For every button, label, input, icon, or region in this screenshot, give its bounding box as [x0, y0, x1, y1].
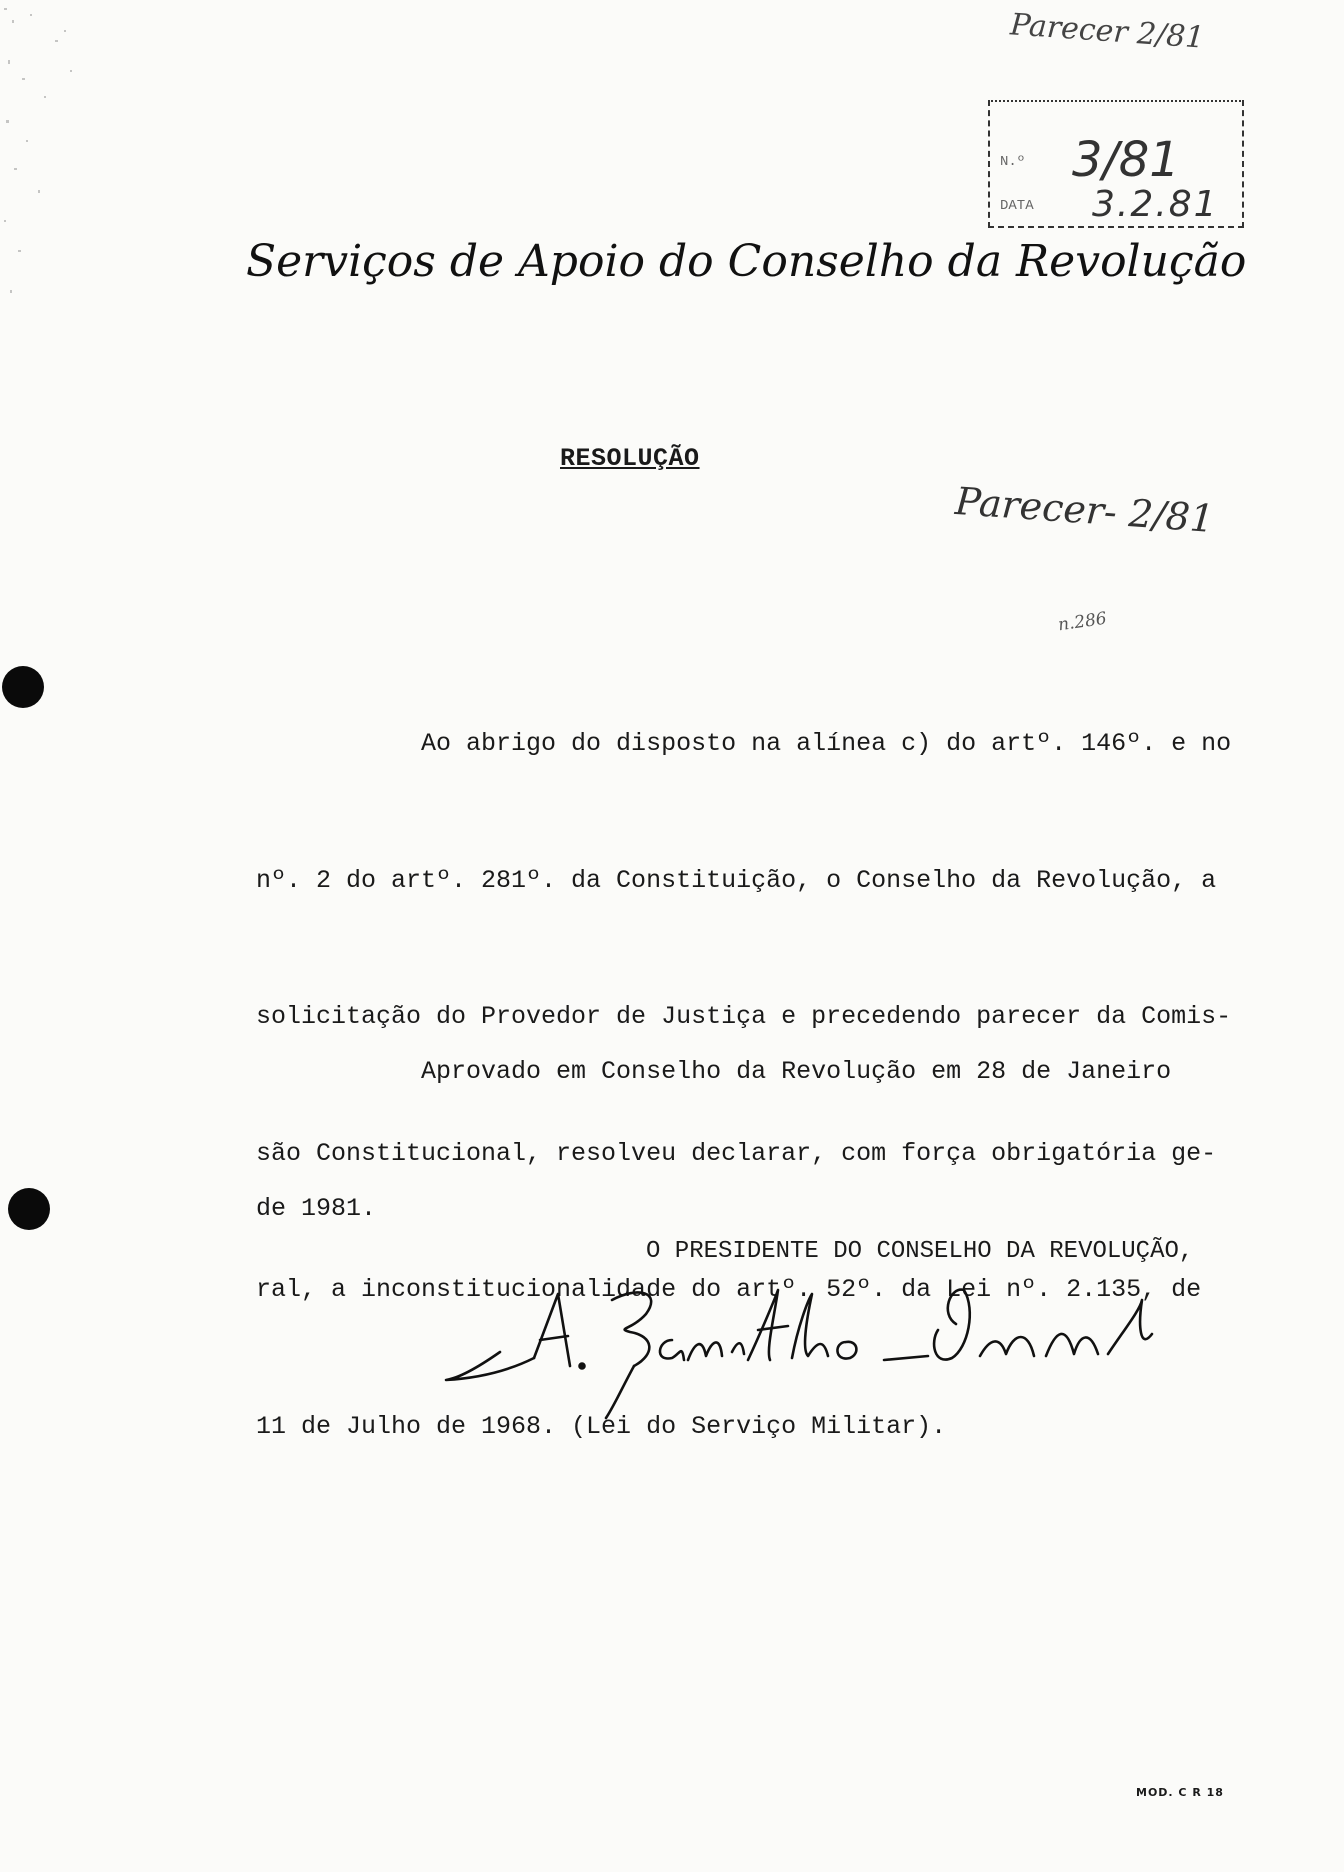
body-line: 11 de Julho de 1968. (Lei do Serviço Militar). [256, 1411, 947, 1441]
body-line: são Constitucional, resolveu declarar, com força obrigatória ge- [256, 1138, 1217, 1168]
body-line: nº. 2 do artº. 281º. da Constituição, o Conselho da Revolução, a [256, 865, 1217, 895]
letterhead: Serviços de Apoio do Conselho da Revolução [246, 236, 1247, 287]
handwritten-parecer-note: Parecer- 2/81 [953, 479, 1216, 541]
stamp-number-label: N.º [1000, 154, 1026, 170]
body-line: ral, a inconstitucionalidade do artº. 52º. da Lei nº. 2.135, de [256, 1275, 1202, 1304]
body-line: solicitação do Provedor de Justiça e precedendo parecer da Comis- [256, 1002, 1232, 1031]
signatory-title: O PRESIDENTE DO CONSELHO DA REVOLUÇÃO, [646, 1238, 1194, 1265]
stamp-date-label: DATA [1000, 198, 1034, 214]
document-title: RESOLUÇÃO [560, 444, 700, 473]
signature [440, 1270, 1210, 1420]
punch-hole-top [2, 666, 44, 708]
handwritten-top-note: Parecer 2/81 [1009, 7, 1206, 56]
approval-line: Aprovado em Conselho da Revolução em 28 de Janeiro [256, 1057, 1172, 1086]
stamp-date: 3.2.81 [1092, 184, 1219, 225]
approval-line: de 1981. [256, 1193, 377, 1223]
stamp-number: 3/81 [1072, 132, 1180, 188]
handwritten-scribble: n.286 [1056, 608, 1108, 636]
scan-edge-noise [0, 0, 95, 340]
form-code: MOD. C R 18 [1136, 1786, 1224, 1799]
punch-hole-bottom [8, 1188, 50, 1230]
approval-statement [256, 958, 1232, 1277]
body-line: Ao abrigo do disposto na alínea c) do artº. 146º. e no [256, 729, 1232, 758]
